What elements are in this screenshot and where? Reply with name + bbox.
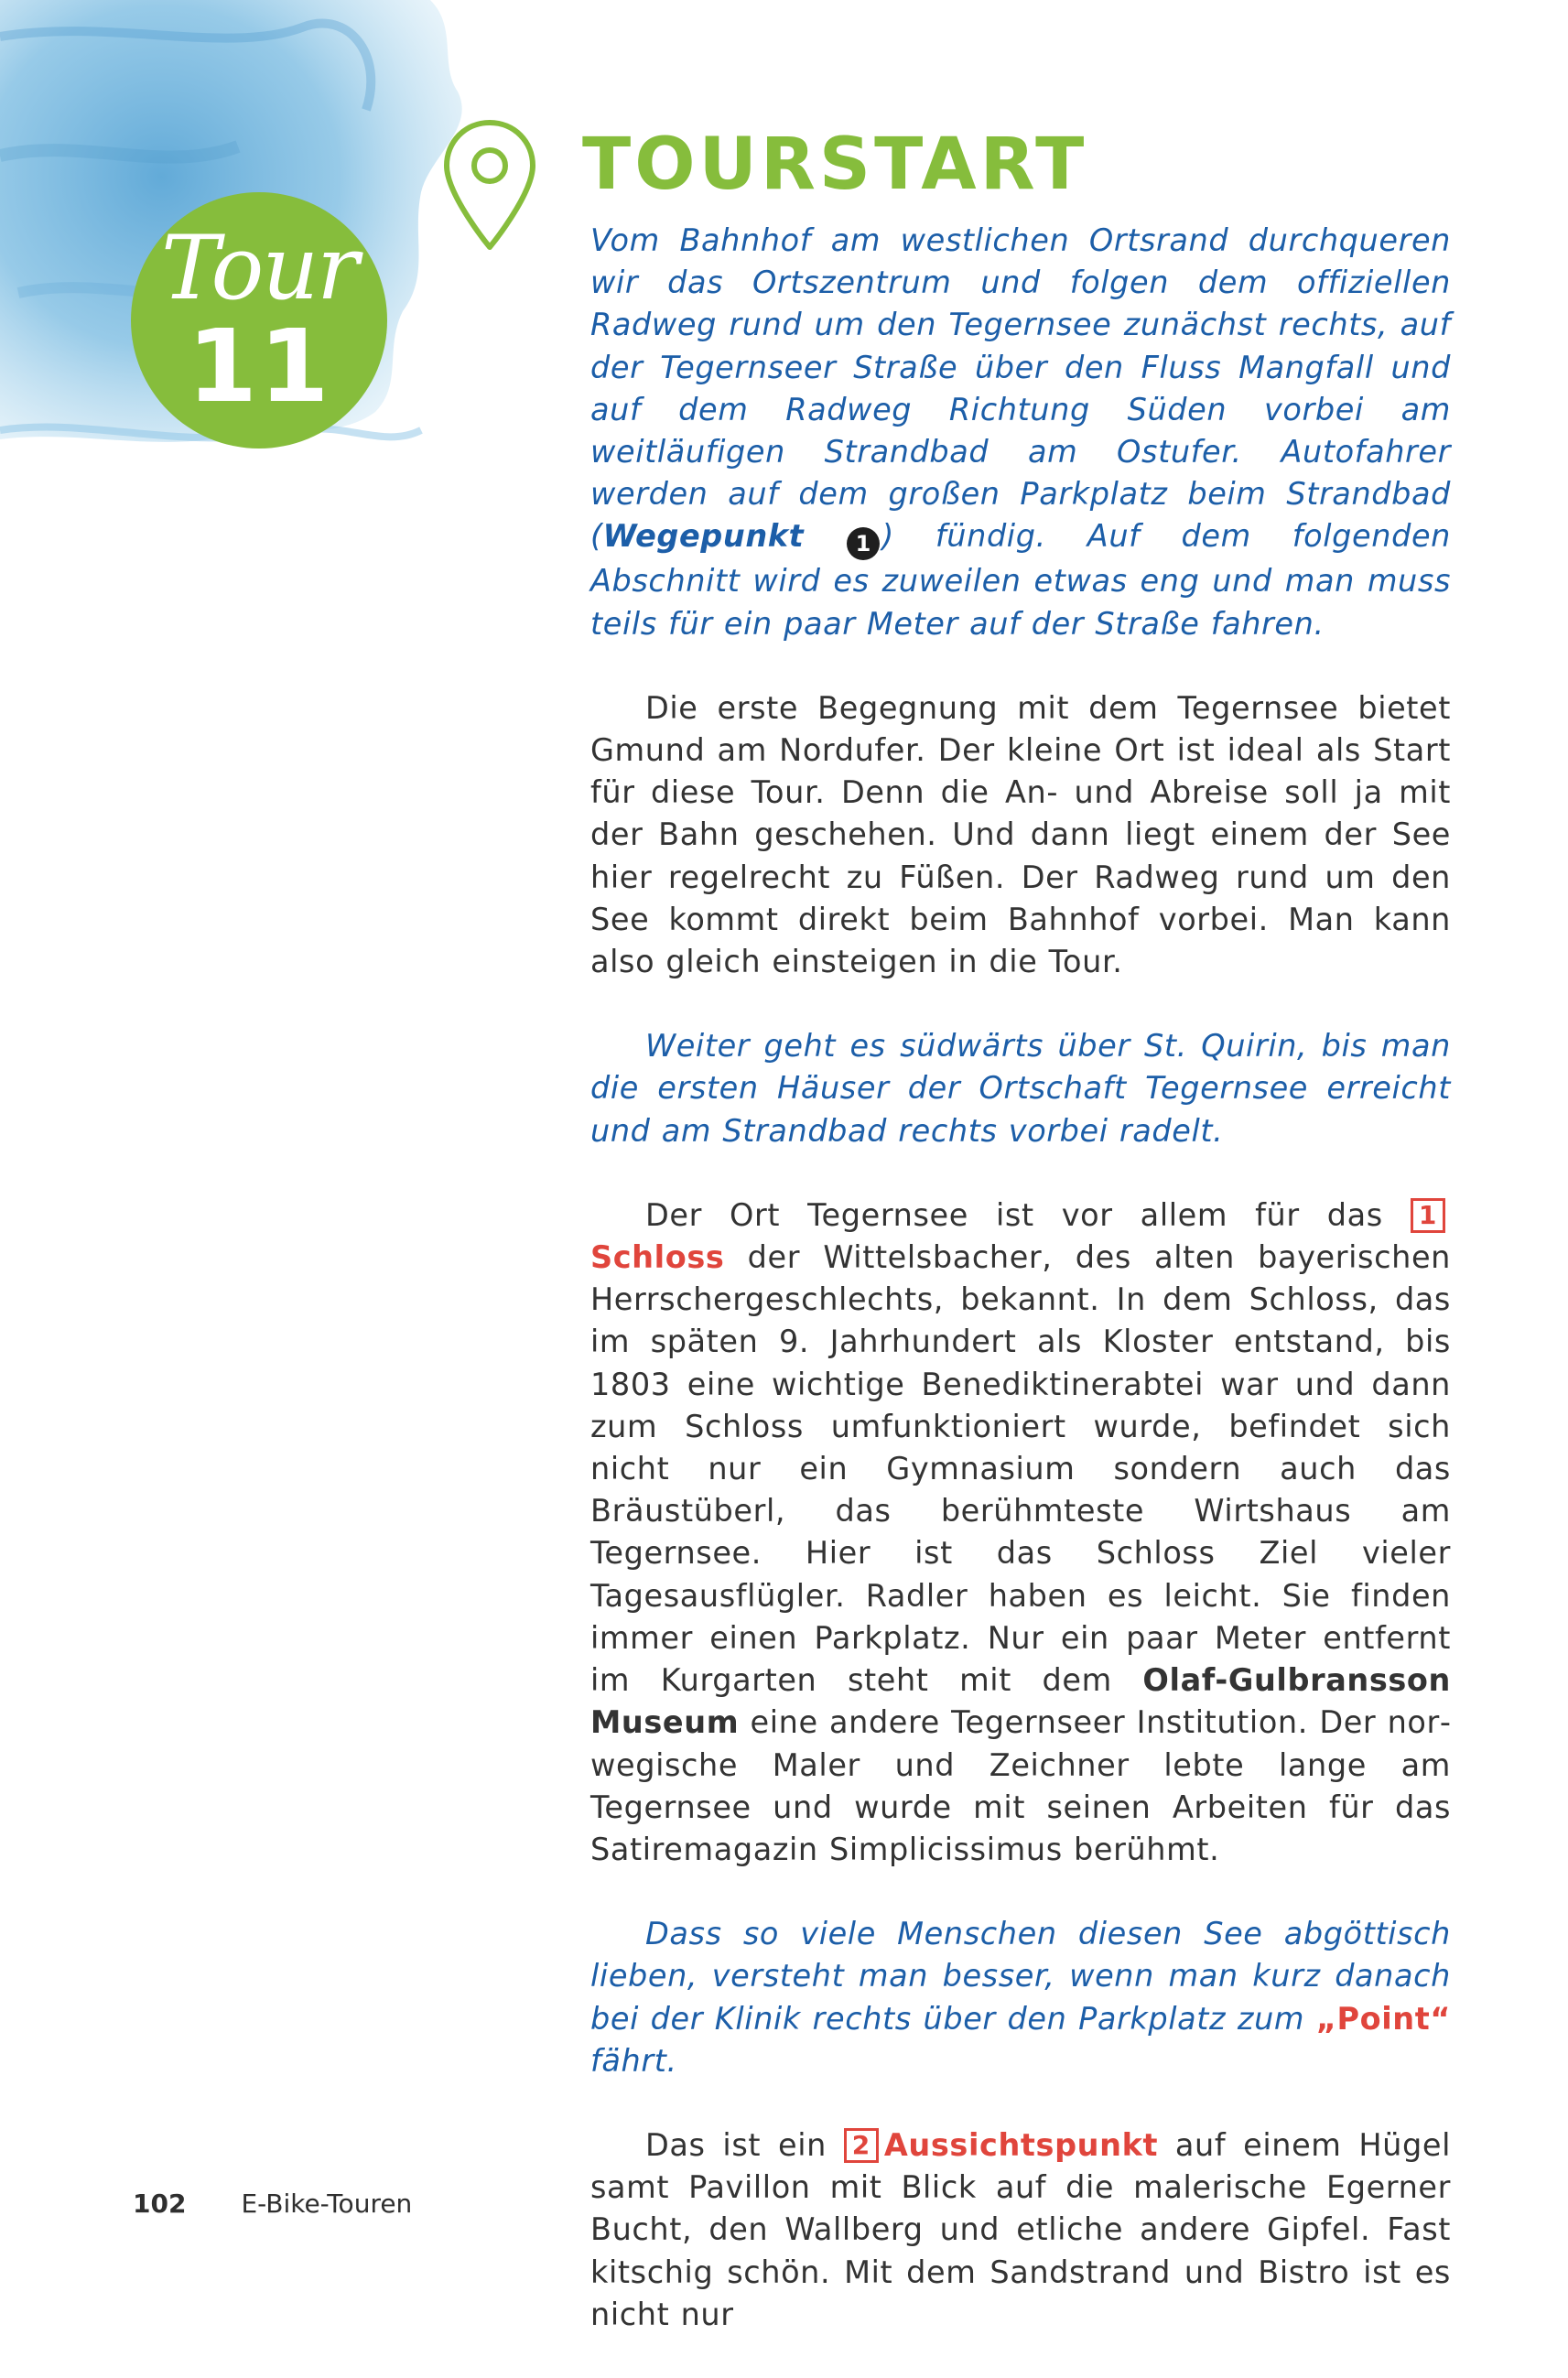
text-run: auf einem Hügel samt Pavillon mit Blick auf die malerische Egerner Bucht, den Wallberg und etliche andere Gipfel. Fast kitschig schön. Mit dem Sandstrand und Bistro ist es nicht nur — [590, 2126, 1451, 2332]
poi-name: Aussichtspunkt — [883, 2126, 1159, 2163]
museum-name: Olaf-Gulbransson Museum — [590, 1662, 1451, 1741]
point-name: „Point“ — [1315, 2000, 1451, 2037]
tour-badge — [131, 192, 387, 449]
article-body — [590, 220, 1451, 2378]
tour-label: Tour — [160, 217, 358, 319]
body-paragraph — [590, 2124, 1451, 2336]
poi-marker: 2 — [844, 2128, 879, 2163]
text-run: Der Ort Tegernsee ist vor allem für das — [645, 1196, 1411, 1233]
tour-number: 11 — [187, 308, 331, 425]
text-run: Dass so viele Menschen diesen See abgöttisch lieben, versteht man besser, wenn man kurz danach bei der Klinik rechts über den Parkplatz zum — [590, 1916, 1451, 2037]
text-run: der Wittelsbacher, des alten bayerischen Herrschergeschlechts, bekannt. In dem Schloss, das im späten 9. Jahrhundert als Kloster entstand, bis 1803 eine wichtige Benediktinerabtei war und dann zum Schloss umfunktioniert wurde, befindet sich nicht nur ein Gymnasium sondern auch das Bräustüberl, das berühmteste Wirtshaus am Tegernsee. Hier ist das Schloss Ziel vieler Tagesausflügler. Radler haben es leicht. Sie finden immer einen Parkplatz. Nur ein paar Meter entfernt im Kurgarten steht mit dem — [590, 1239, 1451, 1699]
text-run: fährt. — [590, 2042, 677, 2079]
map-pin-icon — [439, 117, 540, 254]
waypoint-marker: 1 — [847, 527, 880, 560]
waypoint-label: Wegepunkt — [602, 518, 805, 555]
page-number: 102 — [133, 2189, 187, 2219]
poi-marker: 1 — [1411, 1198, 1445, 1233]
body-paragraph — [590, 1194, 1451, 1871]
text-run: Vom Bahnhof am westlichen Ortsrand durchqueren wir das Ortszentrum und folgen dem offiziellen Radweg rund um den Tegernsee zunächst rechts, auf der Tegernseer Straße über den Fluss Mangfall und auf dem Radweg Richtung Süden vorbei am weitläufigen Strandbad am Ostufer. Autofahrer werden auf dem großen Parkplatz beim Strandbad ( — [590, 222, 1451, 555]
route-paragraph: Weiter geht es südwärts über St. Quirin, bis man die ersten Häuser der Ortschaft Tegernsee erreicht und am Strandbad rechts vorbei radelt. — [590, 1028, 1451, 1149]
text-run: eine andere Tegernseer Institution. Der norwegische Maler und Zeichner lebte lange am Tegernsee und wurde mit seinen Arbeiten für das Satiremagazin Simplicissimus berühmt. — [590, 1704, 1451, 1867]
text-run: ) fündig. Auf dem folgenden Abschnitt wird es zuweilen etwas eng und man muss teils für ein paar Meter auf der Straße fahren. — [590, 518, 1451, 642]
page-footer — [133, 2188, 412, 2221]
poi-name: Schloss — [590, 1239, 725, 1276]
route-paragraph — [590, 1913, 1451, 2082]
page-title: TOURSTART — [582, 124, 1088, 206]
book-title: E-Bike-Touren — [241, 2189, 413, 2219]
body-paragraph: Die erste Begegnung mit dem Tegernsee bietet Gmund am Nordufer. Der kleine Ort ist ideal als Start für diese Tour. Denn die An- und Abreise soll ja mit der Bahn geschehen. Und dann liegt einem der See hier regelrecht zu Füßen. Der Radweg rund um den See kommt direkt beim Bahnhof vorbei. Man kann also gleich einsteigen in die Tour. — [590, 689, 1451, 980]
text-run: Das ist ein — [645, 2126, 844, 2163]
route-paragraph-intro — [590, 220, 1451, 645]
